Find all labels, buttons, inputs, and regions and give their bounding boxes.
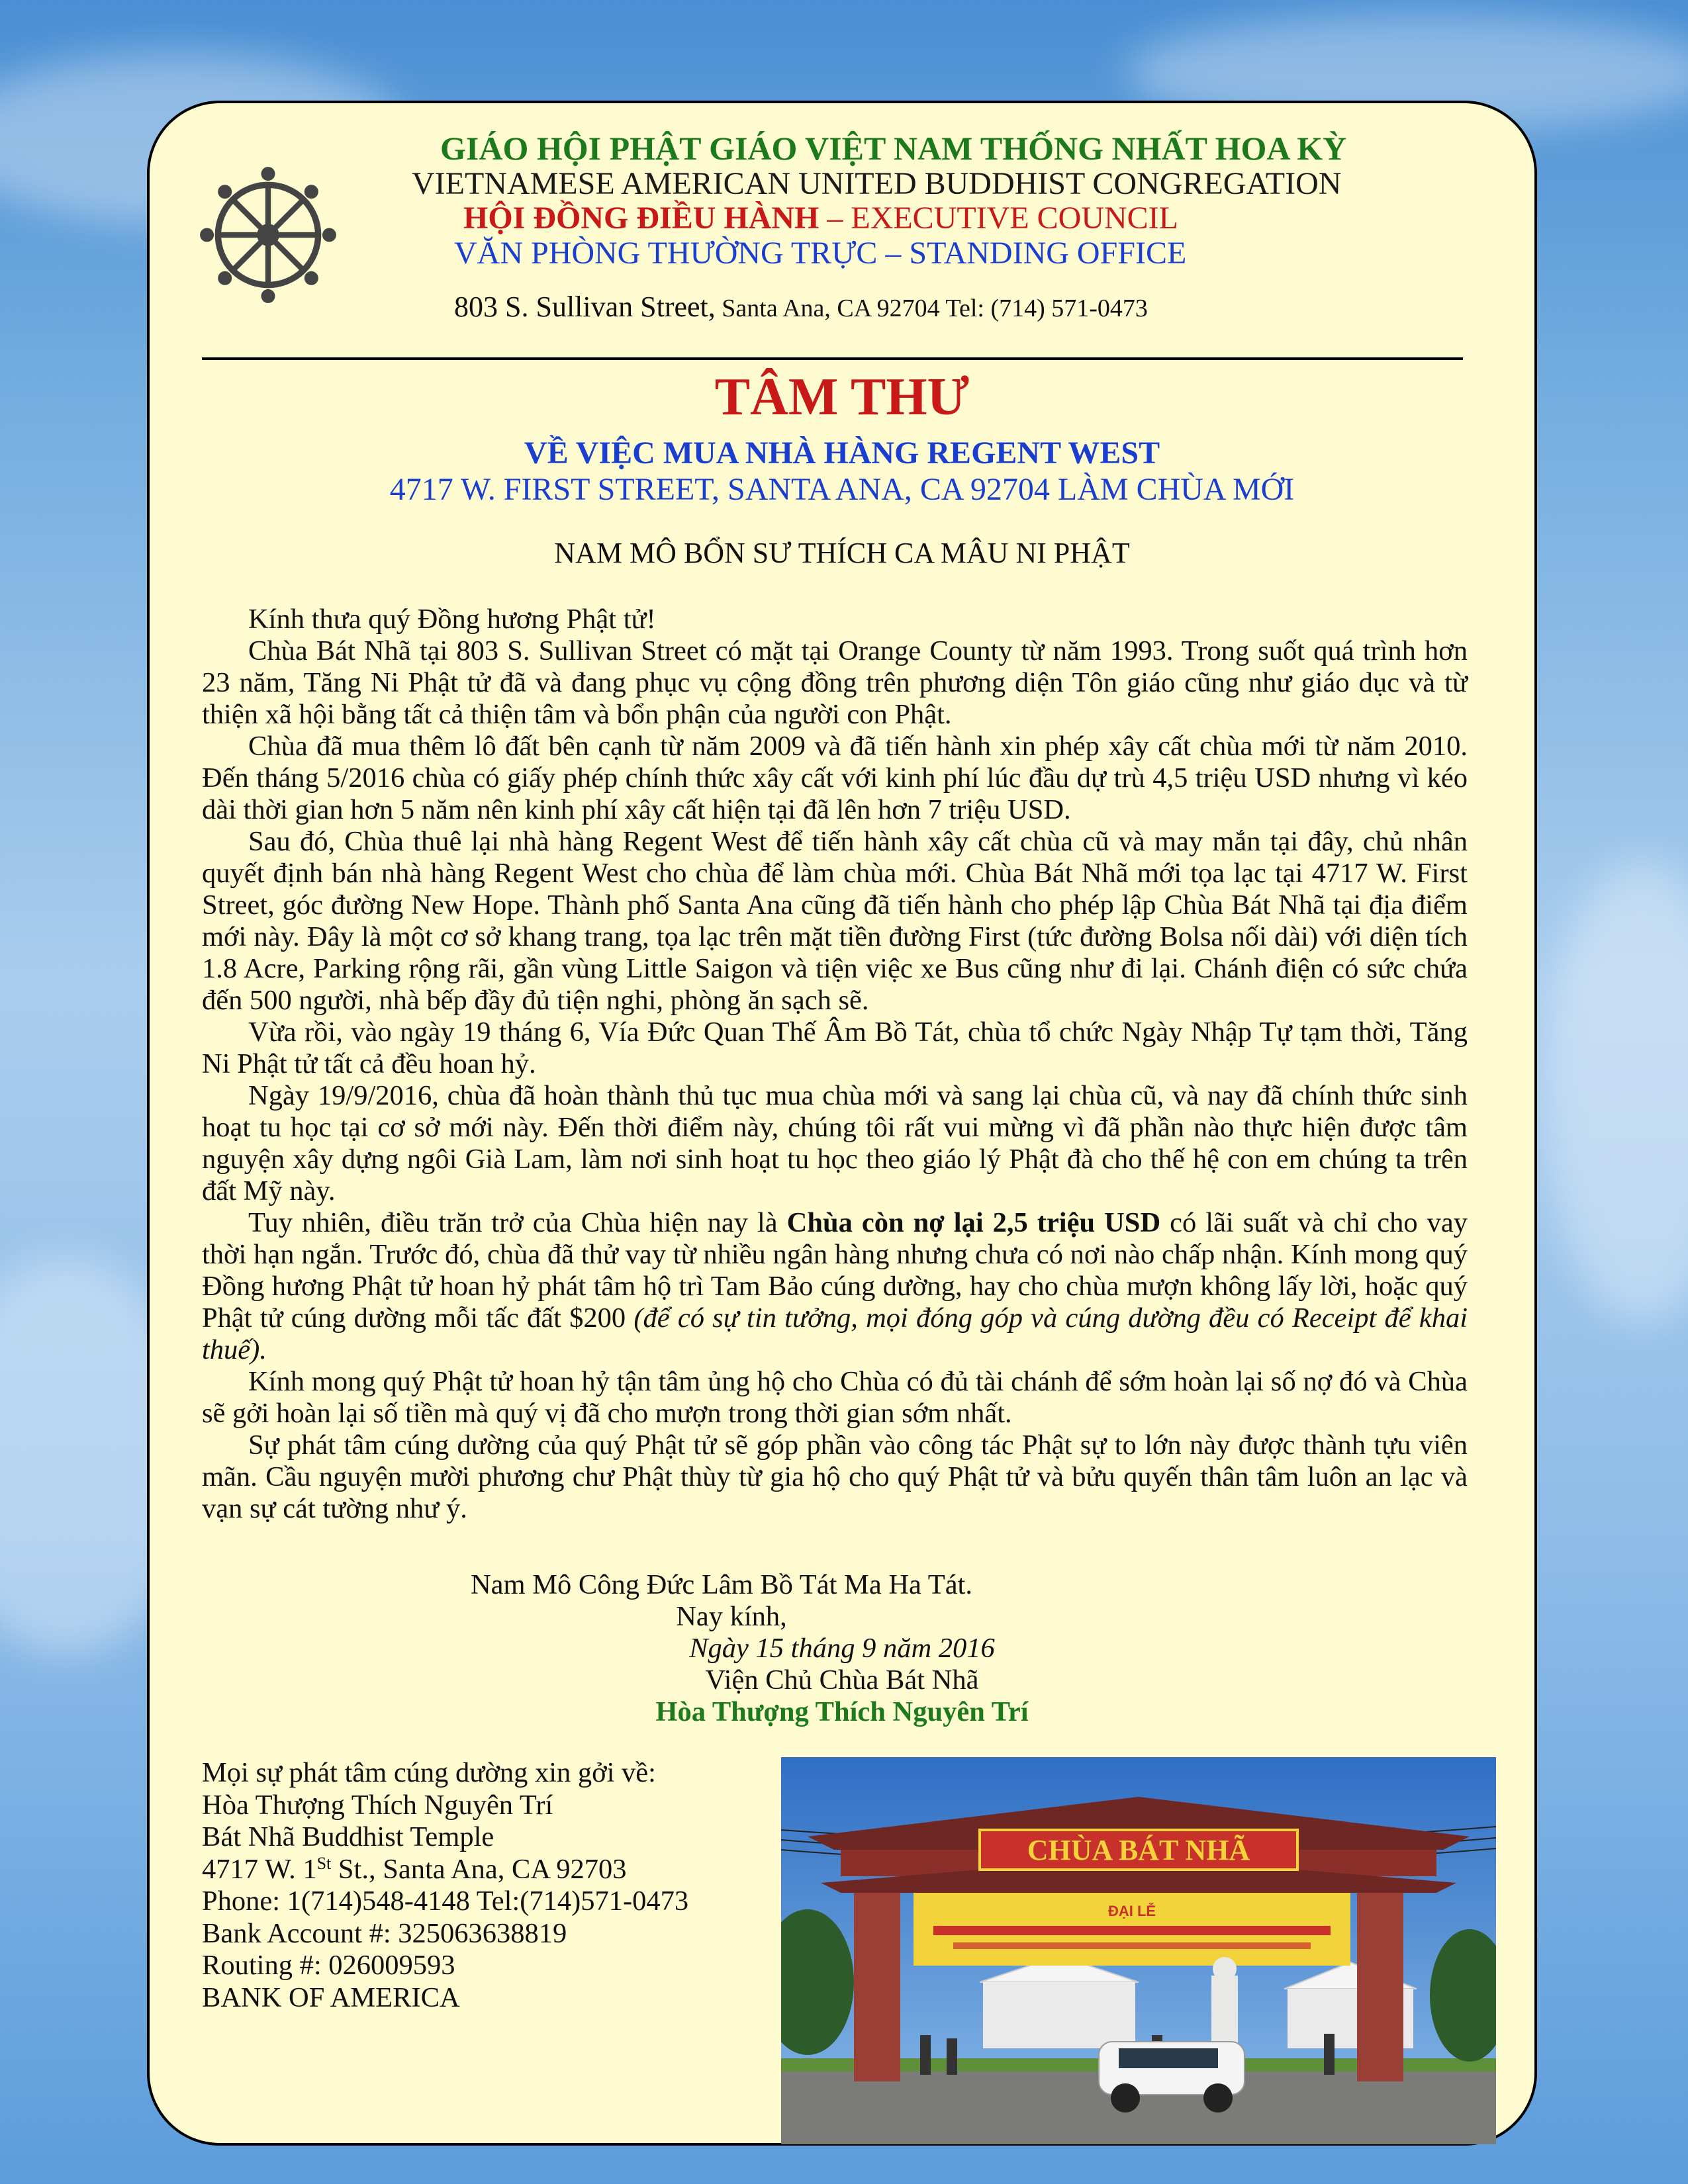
address-street: 803 S. Sullivan Street, xyxy=(454,291,716,323)
receipt-note: (để có sự tin tưởng, mọi đóng góp và cúng dường đều có Receipt để khai thuế). xyxy=(202,1302,1468,1365)
closing: Nay kính, xyxy=(676,1601,787,1632)
banner-text: ĐẠI LỄ xyxy=(1107,1903,1156,1919)
paragraph-6-text: Tuy nhiên, điều trăn trở của Chùa hiện nay là xyxy=(248,1207,787,1238)
letter-title: TÂM THƯ xyxy=(714,368,970,426)
paragraph-4: Vừa rồi, vào ngày 19 tháng 6, Vía Đức Quan Thế Âm Bồ Tát, chùa tổ chức Ngày Nhập Tự tạm thời, Tăng Ni Phật tử tất cả đều hoan hỷ. xyxy=(202,1017,1468,1079)
paragraph-7: Kính mong quý Phật tử hoan hỷ tận tâm ủng hộ cho Chùa có đủ tài chánh để sớm hoàn lại số nợ đó và Chùa sẽ gởi hoàn lại số tiền mà quý vị đã cho mượn trong thời gian sớm nhất. xyxy=(202,1366,1468,1429)
paragraph-8: Sự phát tâm cúng dường của quý Phật tử sẽ góp phần vào công tác Phật sự to lớn này được thành tựu viên mãn. Cầu nguyện mười phương chư Phật thùy từ gia hộ cho quý Phật tử và bửu quyến thân tâm luôn an lạc và vạn sự cát tường như ý. xyxy=(202,1430,1468,1524)
paragraph-6-text-cont: có lãi suất và chỉ cho vay thời hạn ngắn. Trước đó, chùa đã thử vay từ nhiều ngân hàng nhưng chưa có nơi nào chấp nhận. Kính mong quý Đồng hương Phật tử hoan hỷ phát tâm hộ trì Tam Bảo cúng dường, hay cho chùa mượn không lấy lời, hoặc quý Phật tử cúng dường mỗi tấc đất $200 xyxy=(202,1207,1468,1334)
paragraph-6 xyxy=(202,1207,1468,1366)
office-address xyxy=(454,290,1579,324)
council-vietnamese: HỘI ĐỒNG ĐIỀU HÀNH xyxy=(463,201,820,236)
org-name-vietnamese: GIÁO HỘI PHẬT GIÁO VIỆT NAM THỐNG NHẤT HOA KỲ xyxy=(440,130,1347,167)
greeting: Kính thưa quý Đồng hương Phật tử! xyxy=(248,604,656,635)
paragraph-3: Sau đó, Chùa thuê lại nhà hàng Regent West để tiến hành xây cất chùa cũ và may mắn tại đây, chủ nhân quyết định bán nhà hàng Regent West cho chùa để làm chùa mới. Chùa Bát Nhã mới tọa lạc tại 4717 W. First Street, góc đường New Hope. Thành phố Santa Ana cũng đã tiến hành cho phép lập Chùa Bát Nhã tại địa điểm mới này. Đây là một cơ sở khang trang, tọa lạc trên mặt tiền đường First (tức đường Bolsa nối dài) với diện tích 1.8 Acre, Parking rộng rãi, gần vùng Little Saigon và tiện việc xe Bus cũng như đi lại. Chánh điện có sức chứa đến 500 người, nhà bếp đầy đủ tiện nghi, phòng ăn sạch sẽ. xyxy=(202,826,1468,1016)
letter-subtitle: VỀ VIỆC MUA NHÀ HÀNG REGENT WEST xyxy=(524,435,1160,471)
contact-name: Hòa Thượng Thích Nguyên Trí xyxy=(202,1789,553,1821)
bank-account: Bank Account #: 325063638819 xyxy=(202,1917,567,1949)
dharma-wheel-logo xyxy=(199,165,338,304)
closing-invocation: Nam Mô Công Đức Lâm Bồ Tát Ma Ha Tát. xyxy=(470,1569,972,1600)
contact-address xyxy=(202,1854,688,1886)
council-line xyxy=(463,200,1589,236)
office-line: VĂN PHÒNG THƯỜNG TRỰC – STANDING OFFICE xyxy=(454,236,1187,271)
paragraph-1: Chùa Bát Nhã tại 803 S. Sullivan Street có mặt tại Orange County từ năm 1993. Trong suốt quá trình hơn 23 năm, Tăng Ni Phật tử đã và đang phục vụ cộng đồng trên phương diện Tôn giáo cũng như giáo dục và từ thiện xã hội bằng tất cả thiện tâm và bổn phận của người con Phật. xyxy=(202,635,1468,730)
signer-name: Hòa Thượng Thích Nguyên Trí xyxy=(655,1696,1029,1727)
letter-subtitle-address: 4717 W. FIRST STREET, SANTA ANA, CA 92704 LÀM CHÙA MỚI xyxy=(389,472,1295,507)
letter-body xyxy=(202,604,1468,1525)
contact-intro: Mọi sự phát tâm cúng dường xin gởi về: xyxy=(202,1757,656,1788)
address-city-phone: Santa Ana, CA 92704 Tel: (714) 571-0473 xyxy=(715,295,1148,322)
bank-name: BANK OF AMERICA xyxy=(202,1981,460,2013)
donation-contact xyxy=(202,1757,688,2014)
header-divider xyxy=(202,357,1463,360)
sky-cloud xyxy=(1542,860,1688,1324)
signer-role: Viện Chủ Chùa Bát Nhã xyxy=(705,1664,979,1696)
address-ordinal: St xyxy=(316,1853,332,1873)
contact-temple: Bát Nhã Buddhist Temple xyxy=(202,1821,494,1852)
address-number: 4717 W. 1 xyxy=(202,1853,317,1885)
letter-date: Ngày 15 tháng 9 năm 2016 xyxy=(689,1633,995,1664)
org-name-english: VIETNAMESE AMERICAN UNITED BUDDHIST CONGREGATION xyxy=(412,166,1342,201)
temple-gate-photo xyxy=(781,1757,1496,2144)
address-city: St., Santa Ana, CA 92703 xyxy=(331,1853,627,1885)
paragraph-2: Chùa đã mua thêm lô đất bên cạnh từ năm 2009 và đã tiến hành xin phép xây cất chùa mới từ năm 2010. Đến tháng 5/2016 chùa có giấy phép chính thức xây cất với kinh phí lúc đầu dự trù 4,5 triệu USD nhưng vì kéo dài thời gian hơn 5 năm nên kinh phí xây cất hiện tại đã lên hơn 7 triệu USD. xyxy=(202,731,1468,825)
invocation: NAM MÔ BỔN SƯ THÍCH CA MÂU NI PHẬT xyxy=(554,537,1130,569)
paragraph-5: Ngày 19/9/2016, chùa đã hoàn thành thủ tục mua chùa mới và sang lại chùa cũ, và nay đã chính thức sinh hoạt tu học tại cơ sở mới này. Đến thời điểm này, chúng tôi rất vui mừng vì đã phần nào thực hiện được tâm nguyện xây dựng ngôi Già Lam, làm nơi sinh hoạt tu học theo giáo lý Phật đà cho thế hệ con em chúng ta trên đất Mỹ này. xyxy=(202,1080,1468,1206)
council-english: – EXECUTIVE COUNCIL xyxy=(819,201,1178,236)
routing-number: Routing #: 026009593 xyxy=(202,1950,455,1981)
debt-amount: Chùa còn nợ lại 2,5 triệu USD xyxy=(786,1207,1161,1238)
contact-phone: Phone: 1(714)548-4148 Tel:(714)571-0473 xyxy=(202,1886,689,1917)
gate-sign-text: CHÙA BÁT NHÃ xyxy=(1027,1834,1250,1866)
